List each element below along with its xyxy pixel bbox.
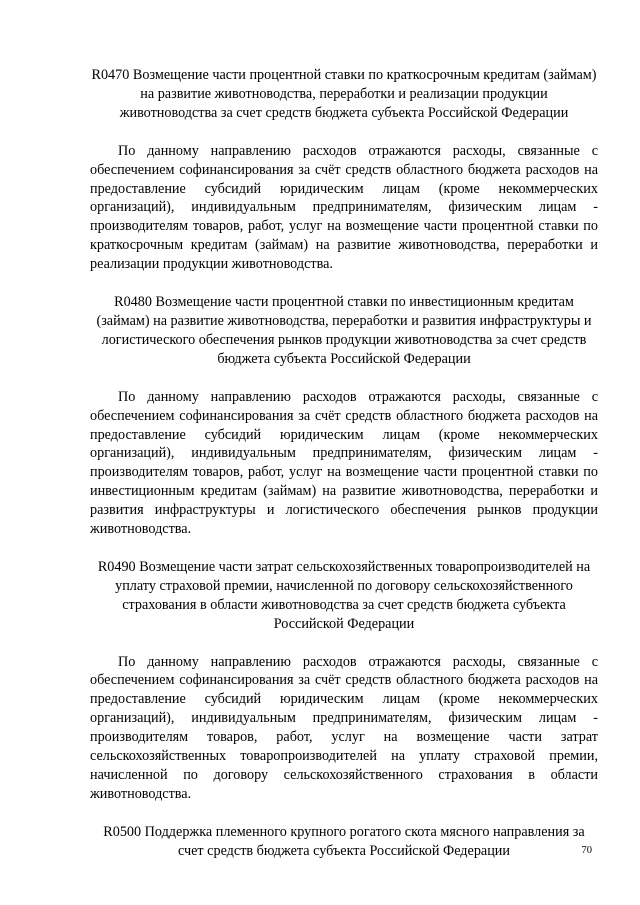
section-heading-r0480: R0480 Возмещение части процентной ставки по инвестиционным кредитам (займам) на развитие животноводства, переработки и развития инфраструктуры и логистического обеспечения рынков продукции животноводства за счет средств бюджета субъекта Российской Федерации <box>96 294 592 367</box>
document-content <box>90 66 598 861</box>
section-heading-r0470: R0470 Возмещение части процентной ставки по краткосрочным кредитам (займам) на развитие животноводства, переработки и реализации продукции животноводства за счет средств бюджета субъекта Российской Федерации <box>91 67 597 121</box>
section-body-r0470: По данному направлению расходов отражаются расходы, связанные с обеспечением софинансирования за счёт средств областного бюджета расходов на предоставление субсидий юридическим лицам (кроме некоммерческих организаций), индивидуальным предпринимателям, физическим лицам - производителям товаров, работ, услуг на возмещение части процентной ставки по краткосрочным кредитам (займам) на развитие животноводства, переработки и реализации продукции животноводства. <box>90 142 598 273</box>
section-body-r0490: По данному направлению расходов отражаются расходы, связанные с обеспечением софинансирования за счёт средств областного бюджета расходов на предоставление субсидий юридическим лицам (кроме некоммерческих организаций), индивидуальным предпринимателям, физическим лицам - производителям товаров, работ, услуг на возмещение части затрат сельскохозяйственных товаропроизводителей на уплату страховой премии, начисленной по договору сельскохозяйственного страхования в области животноводства. <box>90 653 598 802</box>
section-body-r0480: По данному направлению расходов отражаются расходы, связанные с обеспечением софинансирования за счёт средств областного бюджета расходов на предоставление субсидий юридическим лицам (кроме некоммерческих организаций), индивидуальным предпринимателям, физическим лицам - производителям товаров, работ, услуг на возмещение части процентной ставки по инвестиционным кредитам (займам) на развитие животноводства, переработки и развития инфраструктуры и логистического обеспечения рынков продукции животноводства. <box>90 388 598 538</box>
page-number: 70 <box>581 845 592 856</box>
section-heading-r0500: R0500 Поддержка племенного крупного рогатого скота мясного направления за счет средств бюджета субъекта Российской Федерации <box>103 823 585 859</box>
section-heading-r0490: R0490 Возмещение части затрат сельскохозяйственных товаропроизводителей на уплату страховой премии, начисленной по договору сельскохозяйственного страхования в области животноводства за счет средств бюджета субъекта Российской Федерации <box>97 558 591 632</box>
